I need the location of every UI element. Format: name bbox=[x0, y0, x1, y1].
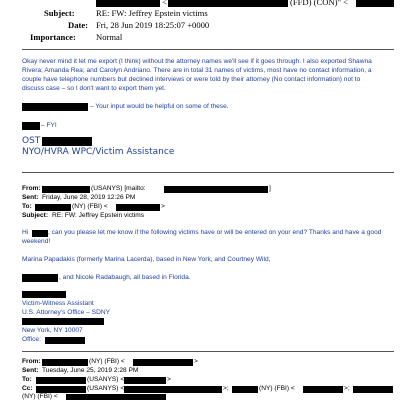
importance-value: Normal bbox=[96, 32, 123, 42]
sig-office: U.S. Attorney's Office – SDNY bbox=[22, 309, 110, 316]
reply-line: Rivera; Amanda Rea; and Carolyn Andriano. There are in total 31 names of victims, most have no contact information, a bbox=[22, 67, 372, 74]
cc-value: (NY) (FBI) < bbox=[259, 385, 295, 392]
redaction bbox=[45, 337, 85, 344]
input-note: – Your input would be helpful on some of these. bbox=[90, 103, 229, 110]
cc-continuation: (NY) (FBI) < bbox=[22, 393, 58, 400]
sent-label: Sent: bbox=[22, 367, 39, 374]
redaction bbox=[32, 230, 48, 237]
sent-value: Friday, June 28, 2019 12:26 PM bbox=[42, 194, 136, 201]
redaction bbox=[116, 204, 160, 211]
redaction bbox=[124, 386, 222, 393]
from-end: ] bbox=[269, 185, 271, 192]
victims-line: Marina Papadakis (formerly Marina Lacerda), based in New York, and Courtney Wild, bbox=[22, 256, 271, 263]
redaction bbox=[232, 386, 258, 393]
sig-title: Victim-Witness Assistant bbox=[22, 300, 94, 307]
header-fragment: (FFD) (CON)" < bbox=[290, 0, 349, 7]
date-label: Date: bbox=[68, 20, 89, 30]
header-fragment: < bbox=[162, 0, 167, 7]
to-label: To: bbox=[22, 203, 32, 210]
reply-line: couple have telephone numbers but declined interviews or were told by their attorney (No contact information) not to bbox=[22, 76, 361, 83]
sent-value: Tuesday, June 25, 2019 2:28 PM bbox=[42, 367, 139, 374]
redaction bbox=[356, 0, 394, 7]
redaction bbox=[42, 137, 92, 146]
redaction bbox=[66, 394, 166, 400]
importance-label: Importance: bbox=[30, 32, 76, 42]
greeting-start: Hi bbox=[22, 229, 29, 236]
reply-line: discuss case – so I don't want to export them yet. bbox=[22, 85, 166, 92]
fyi-note: – FYI bbox=[41, 122, 57, 129]
sig-city: New York, NY 10007 bbox=[22, 327, 83, 334]
signature-unit: NYO/HVRA WPC/Victim Assistance bbox=[22, 147, 175, 157]
from-label: From: bbox=[22, 358, 41, 365]
reply-paragraph bbox=[22, 57, 398, 93]
to-end: > bbox=[167, 376, 171, 383]
redaction bbox=[22, 291, 66, 298]
redaction bbox=[22, 122, 40, 130]
sig-office-label: Office: bbox=[22, 336, 41, 343]
redaction bbox=[35, 204, 71, 211]
signature-ost: OST bbox=[22, 136, 41, 146]
to-value: (USANYS) < bbox=[87, 376, 125, 383]
message-divider bbox=[22, 351, 394, 352]
message-divider bbox=[22, 172, 394, 173]
subject-value: RE: FW: Jeffrey Epstein victims bbox=[52, 212, 145, 219]
cc-sep: >; bbox=[223, 385, 229, 392]
redaction bbox=[42, 359, 88, 366]
redaction bbox=[164, 186, 268, 193]
redaction bbox=[96, 0, 160, 7]
from-end: > bbox=[194, 358, 198, 365]
to-end: > bbox=[161, 203, 165, 210]
cc-sep: >; bbox=[344, 385, 350, 392]
subject-value: RE: FW: Jeffrey Epstein victims bbox=[96, 8, 208, 18]
from-value: (USANYS) [mailto: bbox=[91, 185, 146, 192]
redaction bbox=[22, 274, 58, 282]
redaction bbox=[133, 359, 193, 366]
redaction bbox=[36, 386, 86, 393]
sent-label: Sent: bbox=[22, 194, 39, 201]
to-label: To: bbox=[22, 376, 32, 383]
header-divider bbox=[22, 49, 394, 50]
redaction bbox=[22, 318, 104, 325]
greeting-line: weekend! bbox=[22, 238, 51, 245]
redaction bbox=[124, 377, 166, 384]
date-value: Fri, 28 Jun 2019 18:25:07 +0000 bbox=[96, 20, 210, 30]
reply-line: Okay never mind it let me export (I think) without the attorney names we'll see if it goes through. I also exported Shawna bbox=[22, 58, 372, 65]
redaction bbox=[36, 377, 86, 384]
redaction bbox=[22, 103, 88, 111]
redaction bbox=[168, 0, 288, 7]
redaction bbox=[42, 186, 90, 193]
from-value: (NY) (FBI) < bbox=[89, 358, 125, 365]
victims-line: , and Nicole Radabaugh, all based in Florida. bbox=[59, 274, 191, 281]
redaction bbox=[353, 386, 393, 393]
redaction bbox=[303, 386, 343, 393]
cc-label: Cc: bbox=[22, 385, 33, 392]
subject-label: Subject: bbox=[22, 212, 49, 219]
greeting-line: , can you please let me know if the following victims have or will be entered on your end? Thanks and have a good bbox=[48, 229, 382, 236]
cc-value: (USANYS) < bbox=[87, 385, 125, 392]
from-label: From: bbox=[22, 185, 41, 192]
subject-label: Subject: bbox=[44, 8, 75, 18]
to-value: (NY) (FBI) < bbox=[72, 203, 108, 210]
